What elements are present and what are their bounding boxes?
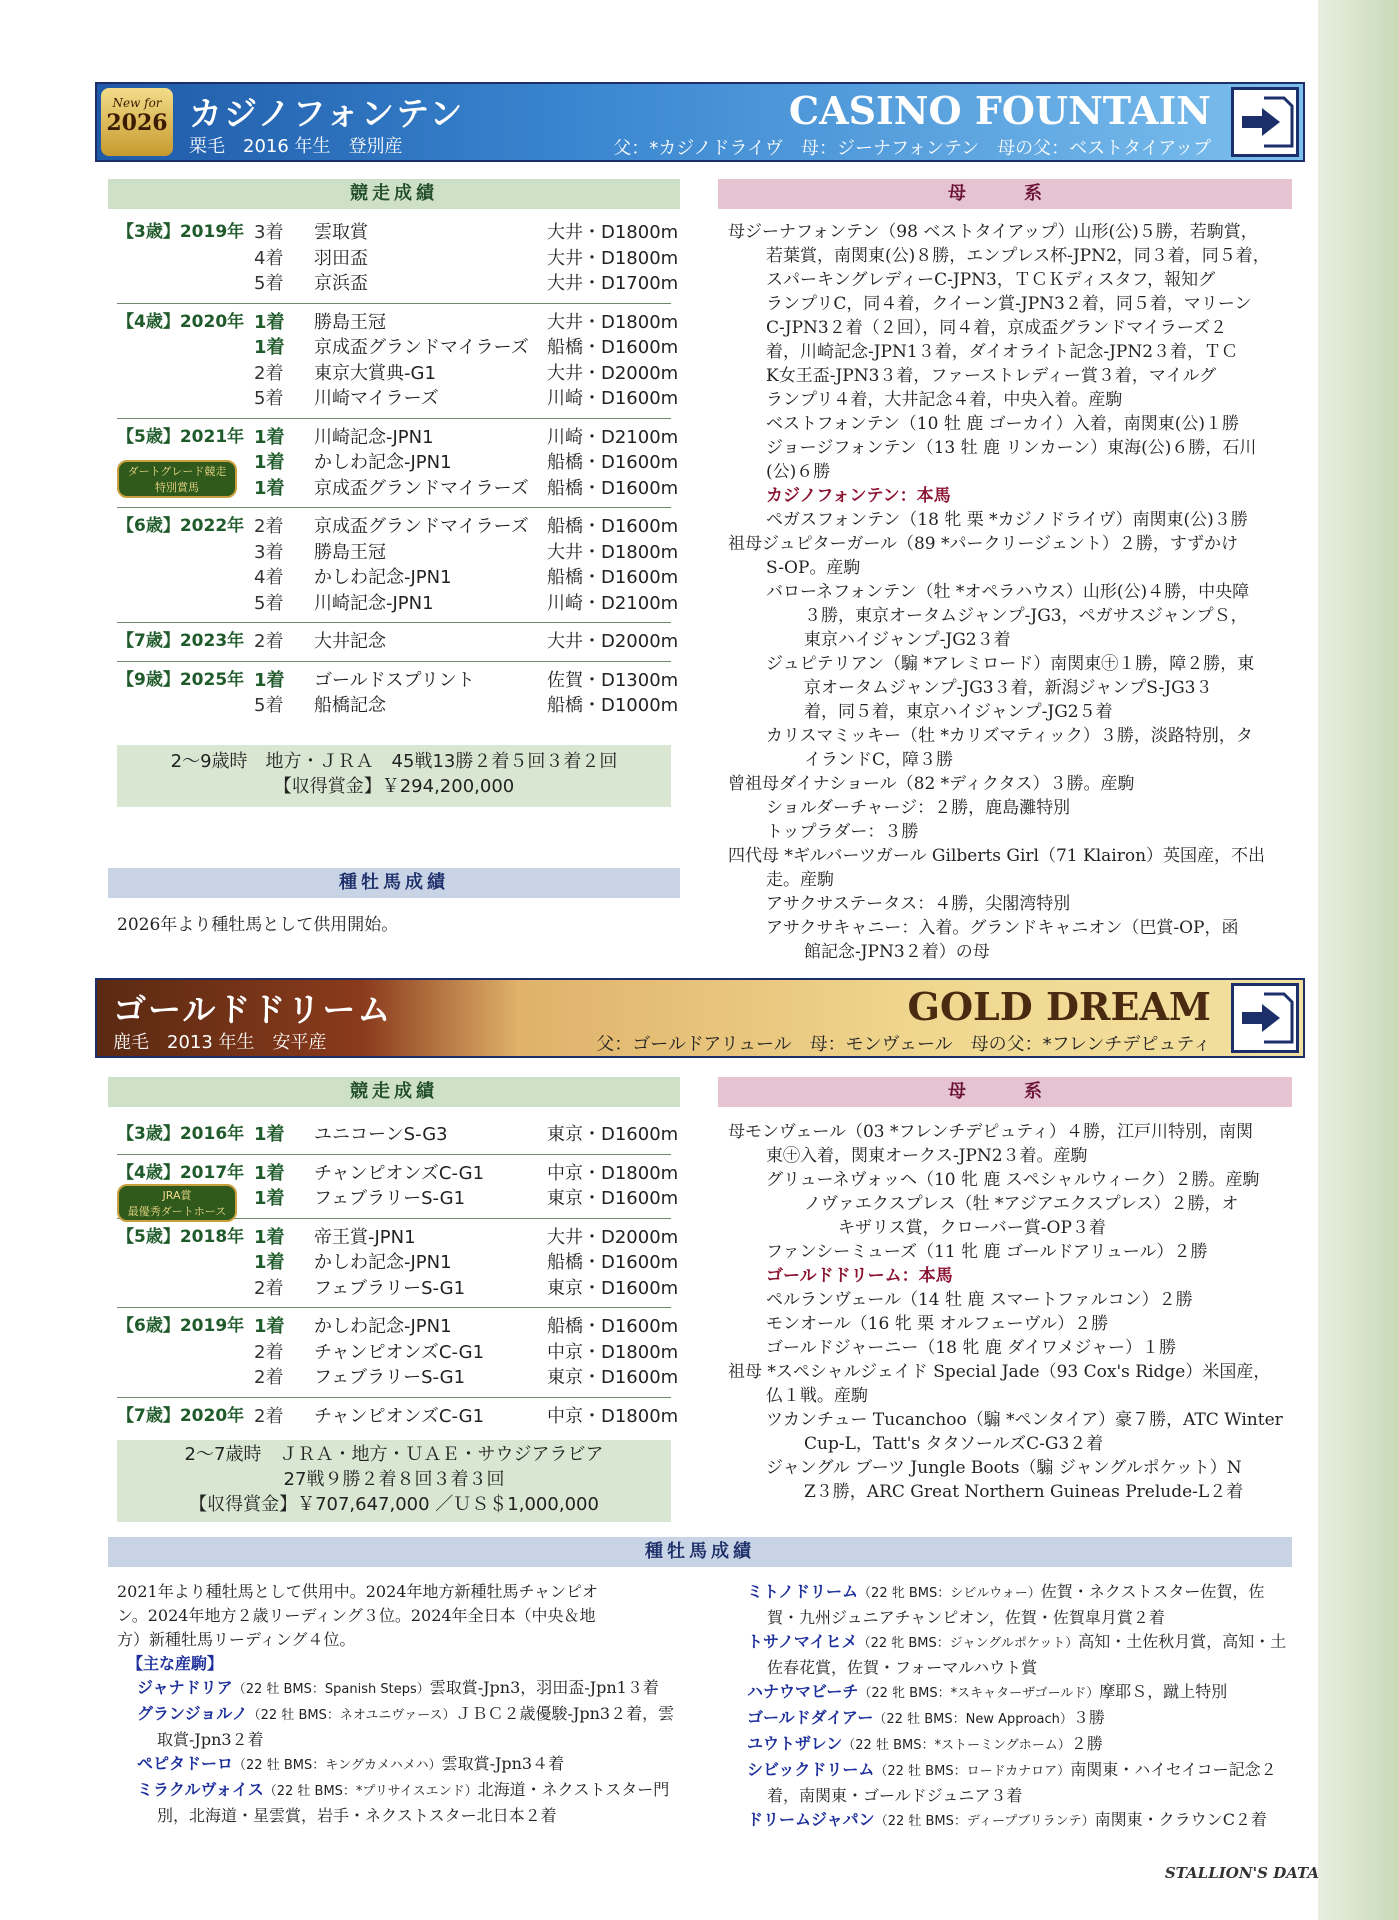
dam-line-text	[728, 1120, 1283, 1504]
horse-header-gold-dream	[95, 978, 1305, 1058]
dam-line: 館記念-JPN3２着）の母	[804, 942, 990, 962]
pedigree-line: 父：ゴールドアリュール 母：モンヴェール 母の父：*フレンチデピュティ	[596, 1034, 1211, 1055]
race-venue: 大井・D1800m	[547, 222, 679, 243]
dam-line: ノヴァエクスプレス（牡 *アジアエクスプレス）２勝，オ	[804, 1194, 1239, 1214]
race-placing: 1着	[254, 477, 285, 499]
horse-color-birth: 栗毛 2016 年生 登別産	[189, 136, 403, 157]
race-placing: 2着	[254, 362, 284, 384]
career-summary	[117, 745, 671, 807]
race-name: チャンピオンズC-G1	[314, 1162, 485, 1184]
badge-line-1: ダートグレード競走	[127, 465, 227, 478]
dam-line: ペルランヴェール（14 牡 鹿 スマートファルコン）２勝	[766, 1290, 1193, 1310]
race-placing: 1着	[254, 1316, 285, 1337]
race-row	[117, 1307, 679, 1340]
race-age-year: 【7歳】2020年	[117, 1405, 245, 1426]
race-name: ゴールドスプリント	[314, 669, 475, 691]
arrow-right-icon	[1234, 986, 1296, 1050]
dam-line: アサクサキャニー：入着。グランドキャニオン（巴賞-OP，函	[766, 918, 1239, 938]
stud-record-text: 2026年より種牡馬として供用開始。	[117, 915, 399, 935]
dam-line-text	[728, 220, 1283, 964]
dam-line: イランドC，障３勝	[804, 750, 954, 770]
race-placing: 2着	[254, 631, 284, 652]
new-for-label: New for	[112, 96, 162, 110]
progeny-entry	[137, 1752, 677, 1778]
race-record-header: 競走成績	[108, 179, 680, 209]
progeny-name: シビックドリーム	[747, 1760, 875, 1779]
race-name: かしわ記念-JPN1	[314, 452, 452, 473]
progeny-results-cont: ー門別，北海道・星雲賞，岩手・ネクストスター北日本２着	[157, 1780, 670, 1825]
summary-line: 2～9歳時 地方・ＪＲＡ 45戦13勝２着５回３着２回	[170, 751, 618, 772]
race-row	[117, 220, 679, 246]
race-name: フェブラリーS-G1	[314, 1277, 466, 1299]
race-name: 羽田盃	[314, 247, 368, 269]
race-placing: 1着	[254, 426, 285, 448]
race-row	[117, 565, 679, 591]
progeny-entry	[747, 1732, 1287, 1758]
dam-line: ランプリ４着，大井記念４着，中央入着。産駒	[766, 390, 1123, 410]
race-venue: 船橋・D1600m	[547, 337, 679, 358]
race-placing: 1着	[254, 1162, 285, 1184]
race-venue: 大井・D1800m	[547, 311, 679, 333]
new-for-badge	[101, 88, 173, 156]
progeny-results-cont: ３着	[626, 1678, 659, 1697]
progeny-name: ジャナドリア	[137, 1678, 233, 1697]
race-venue: 川崎・D2100m	[547, 592, 679, 614]
race-name: ユニコーンS-G3	[314, 1124, 448, 1145]
race-name: 勝島王冠	[314, 541, 386, 563]
dam-line: ベストフォンテン（10 牡 鹿 ゴーカイ）入着，南関東(公)１勝	[766, 414, 1240, 434]
race-age-year: 【9歳】2025年	[117, 669, 245, 690]
dam-line: モンオール（16 牝 栗 オルフェーヴル）２勝	[766, 1314, 1109, 1334]
progeny-bms: （22 牝 BMS：ジャングルポケット）	[857, 1636, 1079, 1651]
dam-line: 仏１戦。産駒	[766, 1386, 868, 1406]
stud-record-header: 種牡馬成績	[108, 868, 680, 898]
race-name: 京成盃グランドマイラーズ	[314, 516, 529, 537]
dam-line: アサクサステータス：４勝，尖閣湾特別	[766, 894, 1071, 914]
race-name: 京成盃グランドマイラーズ	[314, 477, 529, 499]
race-venue: 川崎・D1600m	[547, 388, 679, 409]
dam-line-header: 母 系	[718, 179, 1292, 209]
dam-line: ジャングル ブーツ Jungle Boots（騸 ジャングルポケット）N	[766, 1458, 1242, 1478]
dam-line: カリスマミッキー（牡 *カリズマティック）３勝，淡路特別，タ	[766, 726, 1253, 746]
race-row	[117, 1276, 679, 1302]
race-venue: 船橋・D1600m	[547, 567, 679, 588]
dam-line: スパーキングレディーC-JPN3，ＴＣＫディスタフ，報知グ	[766, 270, 1216, 290]
race-age-year: 【7歳】2023年	[117, 631, 245, 651]
dam-line: トップラダー：３勝	[766, 822, 919, 842]
dam-line: 曾祖母ダイナショール（82 *ディクタス）３勝。産駒	[728, 774, 1135, 794]
race-record-header: 競走成績	[108, 1077, 680, 1107]
progeny-results: 高知・土佐秋月賞，	[1078, 1632, 1223, 1651]
summary-line: 2～7歳時 ＪＲＡ・地方・ＵＡＥ・サウジアラビア	[184, 1444, 604, 1465]
horse-color-birth: 鹿毛 2013 年生 安平産	[113, 1032, 327, 1053]
race-venue: 川崎・D2100m	[547, 426, 679, 448]
progeny-results: 雲取賞-Jpn3，羽田盃-Jpn1	[429, 1678, 627, 1697]
race-row	[117, 361, 679, 387]
dam-line: ジョージフォンテン（13 牡 鹿 リンカーン）東海(公)６勝，石川(公)６勝	[766, 438, 1257, 482]
dam-line: ゴールドジャーニー（18 牝 鹿 ダイワメジャー）１勝	[766, 1338, 1176, 1358]
race-venue: 中京・D1800m	[547, 1162, 679, 1184]
race-placing: 1着	[254, 1124, 285, 1145]
dam-line: 東京ハイジャンプ-JG2３着	[804, 630, 1011, 650]
dam-line-header: 母 系	[718, 1077, 1292, 1107]
progeny-results: ＪＢＣ２歳優駿-Jpn3２	[455, 1704, 627, 1723]
race-record-list	[117, 1122, 679, 1429]
progeny-results: 佐賀・ネクストスター佐賀，	[1040, 1582, 1249, 1601]
progeny-entry	[137, 1778, 677, 1828]
race-venue: 東京・D1600m	[547, 1124, 679, 1145]
race-venue: 大井・D1700m	[547, 273, 679, 294]
dam-line: S-OP。産駒	[766, 558, 861, 578]
race-row	[117, 246, 679, 272]
race-placing: 2着	[254, 516, 284, 537]
race-placing: 1着	[254, 337, 285, 358]
race-name: 京成盃グランドマイラーズ	[314, 337, 529, 358]
race-placing: 1着	[254, 452, 285, 473]
summary-earnings: 【収得賞金】￥294,200,000	[273, 776, 515, 797]
race-name: 帝王賞-JPN1	[314, 1226, 416, 1248]
progeny-bms: （22 牡 BMS：ネオユニヴァース）	[247, 1708, 456, 1723]
race-row	[117, 1340, 679, 1366]
race-name: 船橋記念	[314, 695, 386, 716]
race-placing: 3着	[254, 222, 284, 243]
progeny-bms: （22 牡 BMS：ディープブリランテ）	[874, 1814, 1095, 1829]
race-placing: 1着	[254, 669, 285, 691]
race-row	[117, 622, 679, 655]
stud-record-left	[117, 1580, 677, 1828]
race-age-year: 【4歳】2017年	[117, 1162, 245, 1183]
dam-line: ランプリC，同４着，クイーン賞-JPN3２着，同５着，マリーン	[766, 294, 1252, 314]
dam-line: C-JPN3２着（２回），同４着，京成盃グランドマイラーズ２	[766, 318, 1228, 338]
dam-line: ジュピテリアン（騸 *アレミロード）南関東㊉１勝，障２勝，東	[766, 654, 1255, 674]
dam-line: バローネフォンテン（牡 *オペラハウス）山形(公)４勝，中央障	[766, 582, 1250, 602]
progeny-bms: （22 牝 BMS：シビルウォー）	[858, 1586, 1041, 1601]
career-summary	[117, 1440, 671, 1522]
race-placing: 3着	[254, 541, 284, 563]
race-name: 川崎記念-JPN1	[314, 592, 434, 614]
progeny-name: ユウトザレン	[747, 1734, 843, 1753]
race-venue: 船橋・D1600m	[547, 1316, 679, 1337]
horse-name-jp: ゴールドドリーム	[113, 990, 393, 1029]
race-row	[117, 1397, 679, 1430]
race-placing: 5着	[254, 695, 284, 716]
race-placing: 1着	[254, 1188, 285, 1209]
race-placing: 2着	[254, 1277, 284, 1299]
race-venue: 東京・D1600m	[547, 1277, 679, 1299]
dam-line: ３勝，東京オータムジャンプ-JG3，ペガサスジャンプＳ，	[804, 606, 1248, 626]
new-for-year: 2026	[106, 110, 168, 136]
race-venue: 大井・D1800m	[547, 541, 679, 563]
race-venue: 大井・D2000m	[547, 631, 679, 652]
dam-line: ファンシーミューズ（11 牝 鹿 ゴールドアリュール）２勝	[766, 1242, 1208, 1262]
progeny-entry	[747, 1706, 1287, 1732]
race-name: フェブラリーS-G1	[314, 1188, 466, 1209]
dam-line: グリューネヴォッヘ（10 牝 鹿 スペシャルウィーク）２勝。産駒	[766, 1170, 1260, 1190]
dam-line: 京オータムジャンプ-JG3３着，新潟ジャンプS-JG3３	[804, 678, 1213, 698]
stud-record-text: ン。2024年地方２歳リーディング３位。2024年全日本（中央＆地	[117, 1606, 596, 1625]
progeny-name: トサノマイヒメ	[747, 1632, 858, 1651]
progeny-name: グランジョルノ	[137, 1704, 248, 1723]
race-row	[117, 1365, 679, 1391]
progeny-results: 摩耶Ｓ，蹴上特別	[1099, 1682, 1228, 1701]
race-row	[117, 1154, 679, 1187]
race-placing: 4着	[254, 567, 284, 588]
progeny-entry	[747, 1630, 1287, 1680]
progeny-results: 南関東・クラウン	[1094, 1810, 1223, 1829]
race-placing: 5着	[254, 592, 284, 614]
progeny-bms: （22 牝 BMS：*スキャターザゴールド）	[858, 1686, 1100, 1701]
race-name: チャンピオンズC-G1	[314, 1341, 485, 1363]
race-venue: 船橋・D1000m	[547, 695, 679, 716]
race-age-year: 【3歳】2019年	[117, 222, 245, 242]
dam-line: 祖母 *スペシャルジェイド Special Jade（93 Cox's Ridge）米国産，	[728, 1362, 1271, 1382]
dam-line: 着，川崎記念-JPN1３着，ダイオライト記念-JPN2３着，ＴＣ	[766, 342, 1239, 362]
main-progeny-heading: 【主な産駒】	[127, 1654, 224, 1673]
progeny-bms: （22 牡 BMS：*ストーミングホーム）	[842, 1738, 1071, 1753]
race-age-year: 【6歳】2022年	[117, 516, 245, 536]
progeny-name: ペピタドーロ	[137, 1754, 234, 1773]
dam-line: 若葉賞，南関東(公)８勝，エンプレス杯-JPN2，同３着，同５着，	[766, 246, 1270, 266]
dam-line: Z３勝，ARC Great Northern Guineas Prelude-L２着	[804, 1482, 1244, 1502]
race-row	[117, 591, 679, 617]
progeny-name: ドリームジャパン	[747, 1810, 875, 1829]
race-venue: 船橋・D1600m	[547, 516, 679, 537]
dam-line: 着，同５着，東京ハイジャンプ-JG2５着	[804, 702, 1113, 722]
race-row	[117, 335, 679, 361]
progeny-results: 北海道・ネクストスタ	[477, 1780, 638, 1799]
dam-line: ツカンチュー Tucanchoo（騸 *ペンタイア）豪７勝，ATC Winter	[766, 1410, 1283, 1430]
race-placing: 1着	[254, 1252, 285, 1273]
horse-name-jp: カジノフォンテン	[189, 94, 465, 133]
dam-line: ペガスフォンテン（18 牝 栗 *カジノドライヴ）南関東(公)３勝	[766, 510, 1248, 530]
progeny-results: ３勝	[1072, 1708, 1105, 1727]
dam-line: キザリス賞，クローバー賞-OP３着	[838, 1218, 1106, 1238]
progeny-bms: （22 牡 BMS：*プリサイスエンド）	[263, 1784, 478, 1799]
dam-line: 東㊉入着，関東オークス-JPN2３着。産駒	[766, 1146, 1088, 1166]
footer-label: STALLION'S DATA	[1164, 1864, 1319, 1882]
jra-award-badge	[117, 1184, 237, 1222]
race-placing: 5着	[254, 273, 284, 294]
race-name: 川崎マイラーズ	[314, 388, 439, 409]
dam-line: ゴールドドリーム：本馬	[766, 1266, 953, 1286]
race-placing: 2着	[254, 1367, 284, 1388]
stud-record-text: 方）新種牡馬リーディング４位。	[117, 1630, 356, 1649]
progeny-bms: （22 牡 BMS：キングカメハメハ）	[233, 1758, 442, 1773]
progeny-name: ハナウマビーチ	[747, 1682, 859, 1701]
race-name: かしわ記念-JPN1	[314, 567, 452, 588]
progeny-entry	[747, 1808, 1287, 1834]
race-name: 勝島王冠	[314, 311, 386, 333]
race-placing: 1着	[254, 311, 285, 333]
race-row	[117, 1218, 679, 1251]
stud-record-right	[747, 1580, 1287, 1834]
race-placing: 1着	[254, 1226, 285, 1248]
race-venue: 大井・D2000m	[547, 1226, 679, 1248]
race-row	[117, 540, 679, 566]
race-row	[117, 693, 679, 719]
race-row	[117, 1250, 679, 1276]
progeny-name: ミラクルヴォイス	[137, 1780, 264, 1799]
progeny-entry	[747, 1758, 1287, 1808]
race-age-year: 【5歳】2021年	[117, 426, 245, 447]
dam-line: 母ジーナフォンテン（98 ベストタイアップ）山形(公)５勝，若駒賞，	[728, 222, 1258, 242]
progeny-results-cont: 佐賀・九州ジュニアチャンピオン，佐賀・佐賀皐月賞２着	[767, 1582, 1265, 1627]
progeny-entry	[137, 1702, 677, 1752]
race-venue: 船橋・D1600m	[547, 452, 679, 473]
race-venue: 船橋・D1600m	[547, 477, 679, 499]
race-name: 川崎記念-JPN1	[314, 426, 434, 448]
race-age-year: 【6歳】2019年	[117, 1316, 245, 1336]
stud-record-header: 種牡馬成績	[108, 1537, 1292, 1567]
race-venue: 中京・D1800m	[547, 1405, 679, 1427]
race-name: チャンピオンズC-G1	[314, 1405, 485, 1427]
progeny-entry	[137, 1676, 677, 1702]
race-row	[117, 507, 679, 540]
page-edge-band	[1318, 0, 1399, 1920]
badge-line-1: JRA賞	[162, 1189, 192, 1202]
progeny-name: ミトノドリーム	[747, 1582, 859, 1601]
horse-name-en: CASINO FOUNTAIN	[788, 88, 1211, 133]
race-placing: 4着	[254, 247, 284, 269]
progeny-results: 南関東・ハイセイコー	[1070, 1760, 1229, 1779]
dam-line: Cup-L，Tatt's タタソールズC-G3２着	[804, 1434, 1104, 1454]
race-name: フェブラリーS-G1	[314, 1367, 466, 1388]
progeny-entry	[747, 1580, 1287, 1630]
race-name: 京浜盃	[314, 273, 368, 294]
progeny-bms: （22 牡 BMS：New Approach）	[873, 1712, 1073, 1727]
race-age-year: 【5歳】2018年	[117, 1226, 245, 1247]
progeny-results-cont: C２着	[1222, 1810, 1267, 1829]
summary-line: 27戦９勝２着８回３着３回	[283, 1469, 505, 1490]
race-venue: 東京・D1600m	[547, 1188, 679, 1209]
race-venue: 船橋・D1600m	[547, 1252, 679, 1273]
stud-record-text: 2021年より種牡馬として供用中。2024年地方新種牡馬チャンピオ	[117, 1582, 598, 1601]
arrow-link-button[interactable]	[1231, 983, 1299, 1053]
race-name: かしわ記念-JPN1	[314, 1316, 452, 1337]
race-venue: 中京・D1800m	[547, 1341, 679, 1363]
progeny-results-cont: 記念２着，南関東・ゴールドジュニア３着	[767, 1760, 1277, 1805]
progeny-name: ゴールドダイアー	[747, 1708, 874, 1727]
race-venue: 東京・D1600m	[547, 1367, 679, 1388]
badge-line-2: 特別賞馬	[155, 481, 199, 494]
progeny-bms: （22 牡 BMS：Spanish Steps）	[232, 1682, 430, 1697]
dam-line: 四代母 *ギルバーツガール Gilberts Girl（71 Klairon）英国産，不出	[728, 846, 1266, 866]
race-name: 大井記念	[314, 631, 386, 652]
race-row	[117, 386, 679, 412]
horse-name-en: GOLD DREAM	[907, 984, 1211, 1029]
dirt-grade-award-badge	[117, 460, 237, 498]
race-venue: 大井・D2000m	[547, 362, 679, 384]
pedigree-line: 父：*カジノドライヴ 母：ジーナフォンテン 母の父：ベストタイアップ	[613, 138, 1211, 159]
horse-header-casino-fountain	[95, 82, 1305, 162]
race-age-year: 【3歳】2016年	[117, 1124, 245, 1144]
summary-earnings: 【収得賞金】￥707,647,000 ／ＵＳ＄1,000,000	[189, 1494, 599, 1515]
race-name: 雲取賞	[314, 222, 368, 243]
race-row	[117, 271, 679, 297]
race-age-year: 【4歳】2020年	[117, 311, 245, 332]
race-venue: 大井・D1800m	[547, 247, 679, 269]
race-row	[117, 418, 679, 451]
race-row	[117, 1122, 679, 1148]
arrow-link-button[interactable]	[1231, 87, 1299, 157]
arrow-right-icon	[1234, 90, 1296, 154]
race-name: 東京大賞典-G1	[314, 362, 436, 384]
badge-line-2: 最優秀ダートホース	[127, 1205, 227, 1218]
progeny-results: 雲取賞-Jpn3４着	[441, 1754, 565, 1773]
progeny-results: ２勝	[1070, 1734, 1103, 1753]
race-placing: 2着	[254, 1341, 284, 1363]
race-name: かしわ記念-JPN1	[314, 1252, 452, 1273]
dam-line: カジノフォンテン：本馬	[766, 486, 951, 506]
race-row	[117, 303, 679, 336]
dam-line: 母モンヴェール（03 *フレンチデピュティ）４勝，江戸川特別，南関	[728, 1122, 1254, 1142]
dam-line: ショルダーチャージ：２勝，鹿島灘特別	[766, 798, 1071, 818]
progeny-entry	[747, 1680, 1287, 1706]
race-placing: 2着	[254, 1405, 284, 1427]
progeny-results-cont: 高知・土佐春花賞，佐賀・フォーマルハウト賞	[767, 1632, 1287, 1677]
race-row	[117, 661, 679, 694]
race-placing: 5着	[254, 388, 284, 409]
dam-line: K女王盃-JPN3３着，ファーストレディー賞３着，マイルグ	[766, 366, 1217, 386]
dam-line: 祖母ジュピターガール（89 *パークリージェント）２勝，すずかけ	[728, 534, 1239, 554]
dam-line: 走。産駒	[766, 870, 834, 890]
progeny-bms: （22 牡 BMS：ロードカナロア）	[874, 1764, 1071, 1779]
race-venue: 佐賀・D1300m	[547, 669, 679, 691]
progeny-results-cont: 着，雲取賞-Jpn3２着	[157, 1704, 675, 1749]
